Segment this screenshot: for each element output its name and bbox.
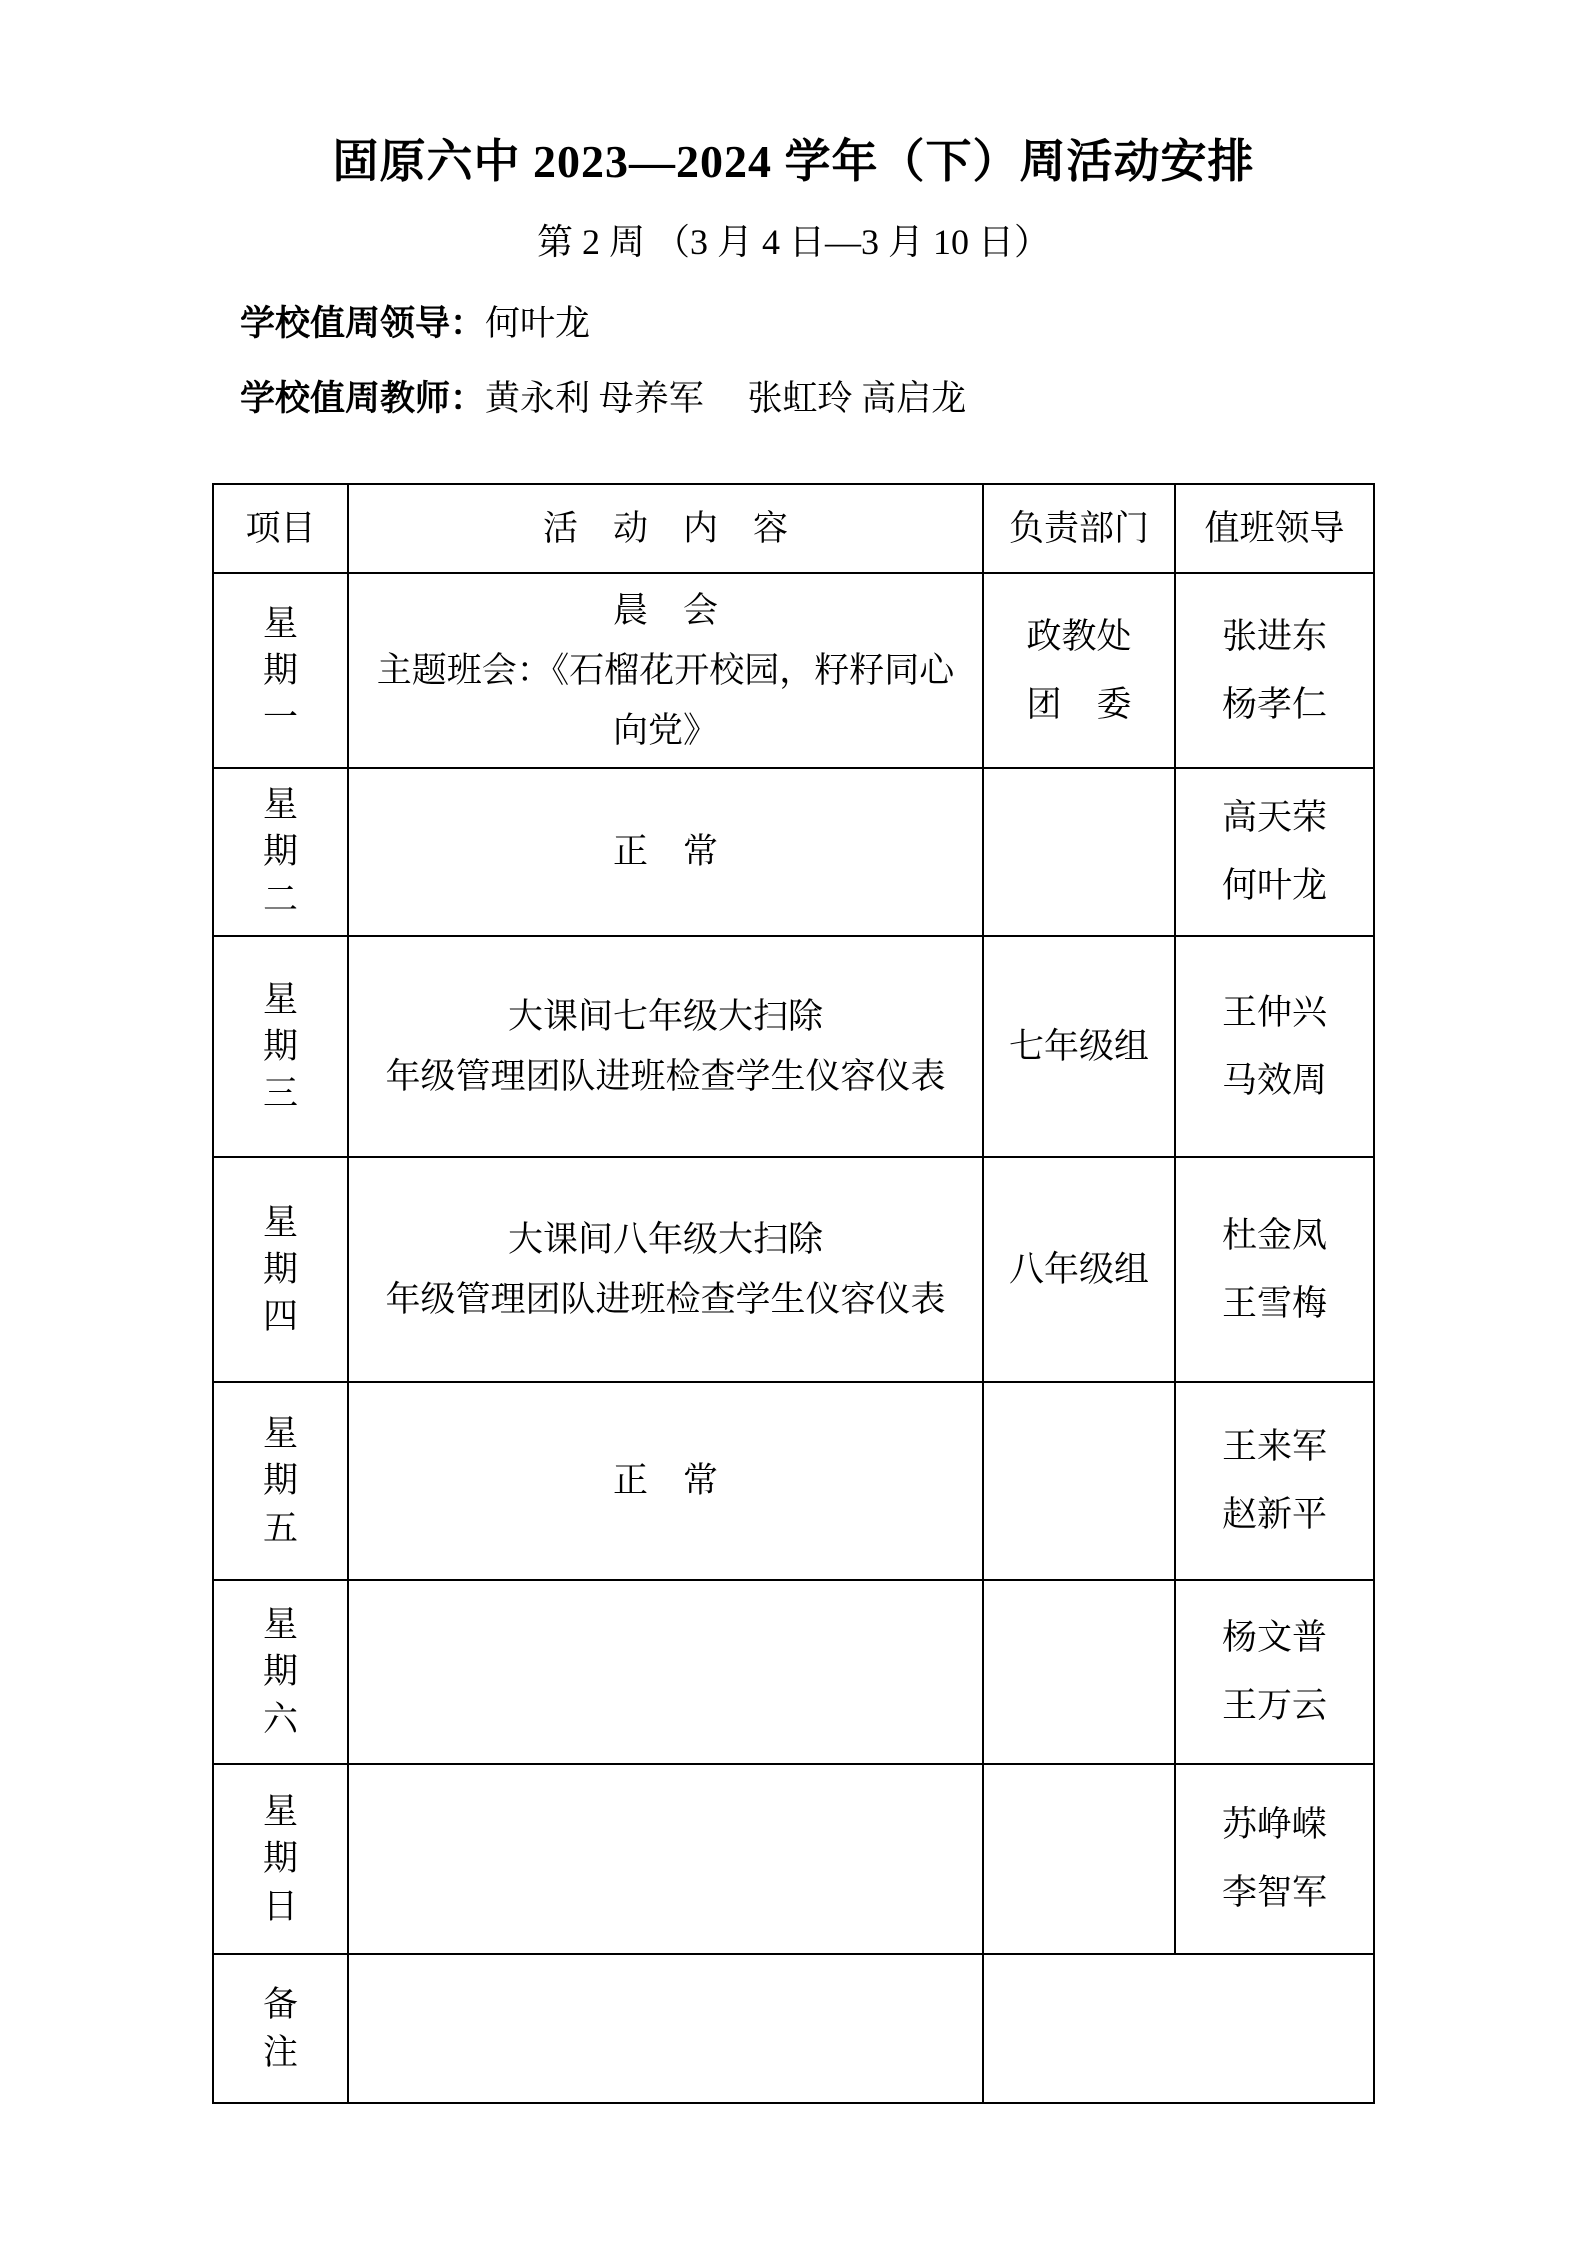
col-header-item: 项目 — [213, 484, 348, 573]
duty-teacher-names: 黄永利 母养军 张虹玲 高启龙 — [485, 379, 967, 418]
dept-line: 政教处 — [1026, 616, 1132, 656]
day-cell — [213, 1382, 348, 1580]
col-header-department: 负责部门 — [983, 484, 1175, 573]
day-cell — [213, 936, 348, 1157]
day-label: 星期四 — [262, 1202, 298, 1337]
leader-name: 马效周 — [1221, 1060, 1327, 1100]
duty-leader-label: 学校值周领导： — [240, 304, 486, 343]
duty-teacher-label: 学校值周教师： — [240, 379, 486, 418]
leader-name: 王仲兴 — [1221, 992, 1327, 1032]
col-header-duty-leader: 值班领导 — [1175, 484, 1374, 573]
day-cell — [213, 1157, 348, 1382]
leaders-cell — [1175, 1382, 1374, 1580]
remarks-content-cell — [348, 1954, 983, 2103]
col-header-activity: 活 动 内 容 — [348, 484, 983, 573]
remarks-label: 备注 — [262, 1985, 298, 2072]
day-label: 星期日 — [262, 1792, 298, 1926]
leaders-cell — [1175, 573, 1374, 768]
duty-teacher-line — [240, 379, 966, 419]
leader-name: 杨孝仁 — [1221, 684, 1327, 724]
content-line: 大课间七年级大扫除 — [507, 996, 823, 1036]
day-label: 星期一 — [262, 603, 298, 738]
day-cell — [213, 1580, 348, 1764]
content-cell — [348, 1157, 983, 1382]
content-cell — [348, 1382, 983, 1580]
table-row-monday — [213, 573, 1374, 768]
dept-cell — [983, 1580, 1175, 1764]
table-row-friday — [213, 1382, 1374, 1580]
leaders-cell — [1175, 768, 1374, 936]
leader-name: 何叶龙 — [1221, 866, 1327, 905]
content-line: 年级管理团队进班检查学生仪容仪表 — [385, 1279, 946, 1319]
leader-name: 赵新平 — [1221, 1495, 1327, 1534]
content-cell — [348, 1580, 983, 1764]
leader-name: 苏峥嵘 — [1221, 1805, 1327, 1844]
leader-name: 王雪梅 — [1221, 1283, 1327, 1323]
content-line: 晨 会 — [612, 590, 718, 630]
dept-line: 团 委 — [1026, 684, 1132, 724]
duty-leader-line — [240, 304, 590, 344]
content-line: 正 常 — [612, 1461, 718, 1500]
leader-name: 高天荣 — [1221, 798, 1327, 837]
table-header-row — [213, 484, 1374, 573]
content-cell — [348, 768, 983, 936]
document-title: 固原六中 2023—2024 学年（下）周活动安排 — [332, 136, 1255, 187]
table-row-remarks — [213, 1954, 1374, 2103]
dept-cell — [983, 1764, 1175, 1954]
leaders-cell — [1175, 1580, 1374, 1764]
day-cell — [213, 1764, 348, 1954]
day-cell — [213, 573, 348, 768]
leaders-cell — [1175, 1764, 1374, 1954]
day-label: 星期六 — [262, 1605, 298, 1739]
leader-name: 李智军 — [1221, 1873, 1327, 1912]
leader-name: 杨文普 — [1221, 1618, 1327, 1657]
content-line: 年级管理团队进班检查学生仪容仪表 — [385, 1056, 946, 1096]
day-label: 星期五 — [262, 1414, 298, 1548]
table-row-sunday — [213, 1764, 1374, 1954]
weekly-schedule-table — [212, 483, 1375, 2104]
content-line: 大课间八年级大扫除 — [507, 1219, 823, 1259]
dept-cell — [983, 573, 1175, 768]
leader-name: 王万云 — [1221, 1686, 1327, 1725]
dept-cell — [983, 768, 1175, 936]
document-subtitle: 第 2 周 （3 月 4 日—3 月 10 日） — [536, 222, 1050, 262]
dept-line: 七年级组 — [1008, 1026, 1149, 1066]
leaders-cell — [1175, 1157, 1374, 1382]
leader-name: 张进东 — [1221, 616, 1327, 656]
content-line: 主题班会：《石榴花开校园，籽籽同心 — [376, 650, 955, 690]
content-cell — [348, 936, 983, 1157]
content-line: 正 常 — [612, 832, 718, 871]
dept-line: 八年级组 — [1008, 1249, 1149, 1289]
day-cell — [213, 1954, 348, 2103]
leaders-cell — [1175, 936, 1374, 1157]
day-label: 星期三 — [262, 979, 298, 1114]
content-cell — [348, 573, 983, 768]
dept-cell — [983, 1382, 1175, 1580]
table-row-thursday — [213, 1157, 1374, 1382]
day-cell — [213, 768, 348, 936]
leader-name: 王来军 — [1221, 1427, 1327, 1466]
table-row-wednesday — [213, 936, 1374, 1157]
duty-leader-names: 何叶龙 — [485, 304, 591, 343]
dept-cell — [983, 1157, 1175, 1382]
dept-cell — [983, 936, 1175, 1157]
remarks-merged-cell — [983, 1954, 1374, 2103]
day-label: 星期二 — [262, 785, 298, 919]
content-line: 向党》 — [612, 710, 718, 750]
content-cell — [348, 1764, 983, 1954]
table-row-tuesday — [213, 768, 1374, 936]
table-row-saturday — [213, 1580, 1374, 1764]
leader-name: 杜金凤 — [1221, 1215, 1327, 1255]
